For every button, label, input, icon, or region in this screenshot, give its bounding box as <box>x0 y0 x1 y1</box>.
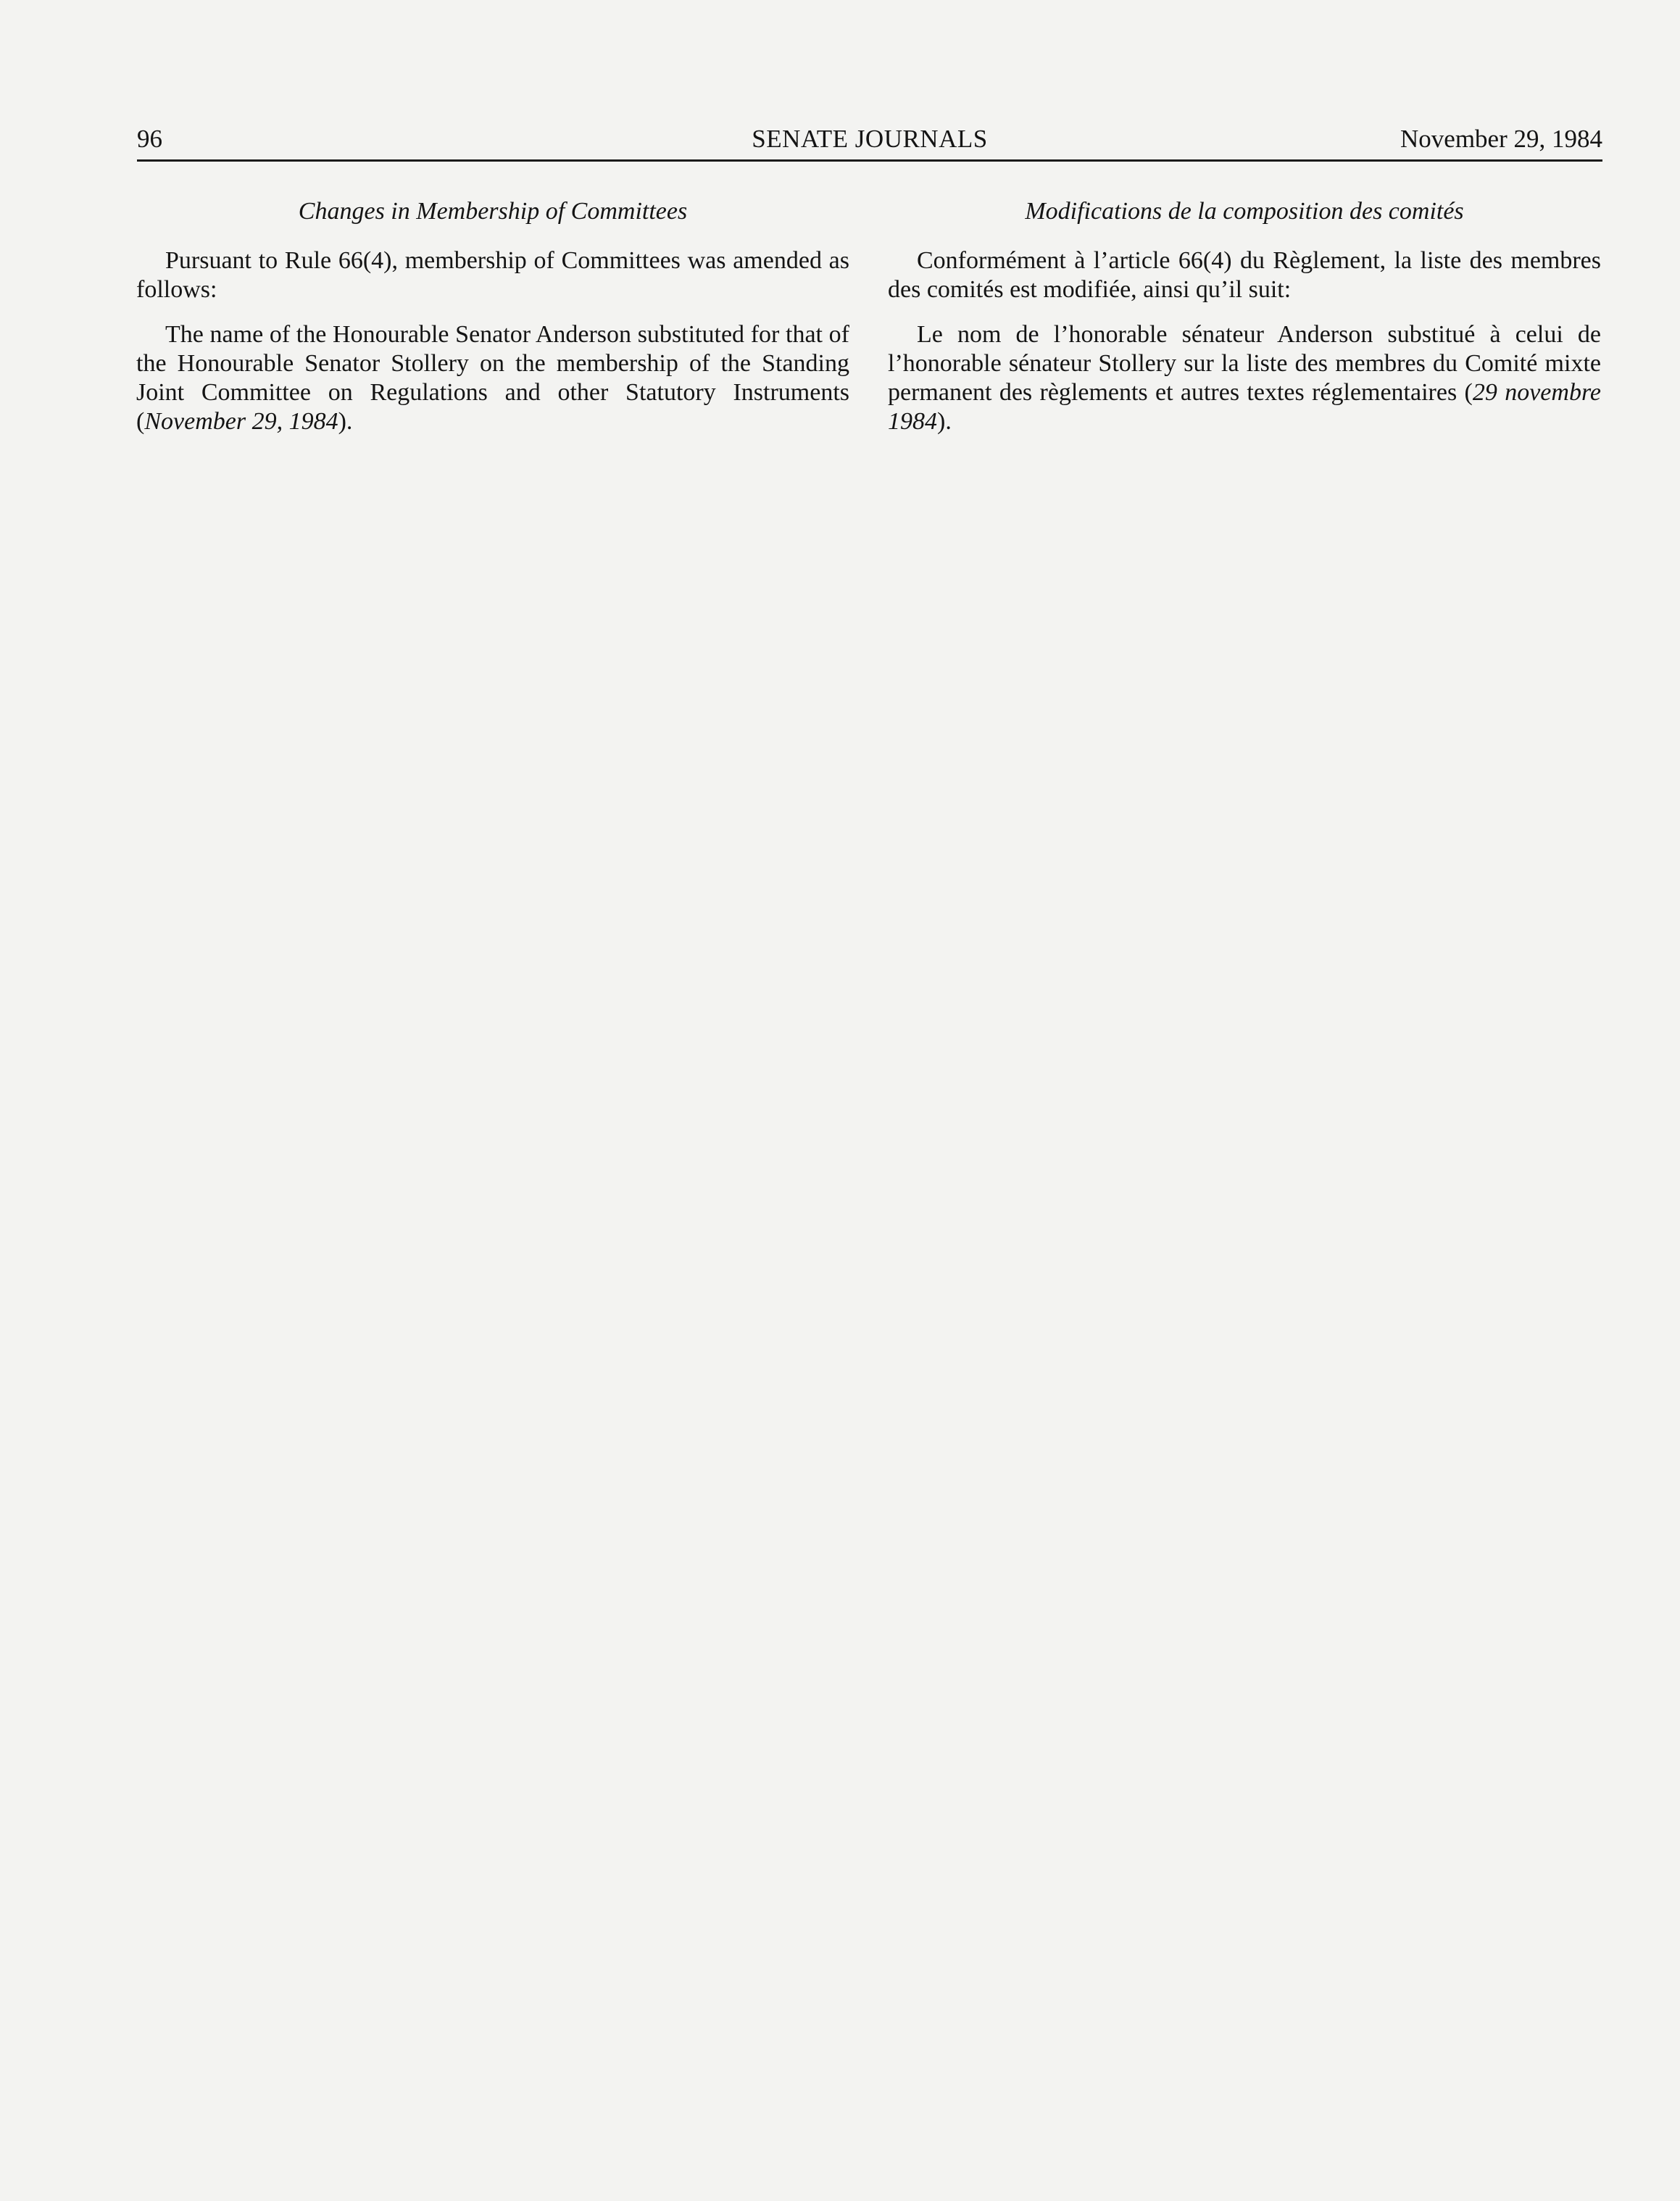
french-paragraph-2-text: Le nom de l’honorable sénateur Anderson substitué à celui de l’honorable sénateur Stollery sur la liste des membres du Comité mixte permanent des règlements et autres textes réglementaires ( <box>888 321 1601 406</box>
english-paragraph-2-date: November 29, 1984 <box>144 408 338 435</box>
french-paragraph-1: Conformément à l’article 66(4) du Règlement, la liste des membres des comités est modifiée, ainsi qu’il suit: <box>888 247 1601 303</box>
journal-date: November 29, 1984 <box>1400 125 1602 153</box>
french-section-heading: Modifications de la composition des comités <box>1025 198 1464 225</box>
journal-title: SENATE JOURNALS <box>752 125 988 153</box>
header-rule <box>137 159 1602 162</box>
english-paragraph-2-end: ). <box>338 408 353 435</box>
french-column <box>888 197 1601 452</box>
english-paragraph-2 <box>136 320 849 436</box>
french-paragraph-2-date: 29 novembre 1984 <box>888 379 1602 435</box>
english-section-heading: Changes in Membership of Committees <box>298 198 688 225</box>
english-paragraph-1: Pursuant to Rule 66(4), membership of Committees was amended as follows: <box>136 247 849 303</box>
running-head <box>137 120 1602 161</box>
page-number: 96 <box>137 125 162 153</box>
french-paragraph-2-end: ). <box>937 408 952 435</box>
english-paragraph-2-text: The name of the Honourable Senator Anderson substituted for that of the Honourable Senator Stollery on the membership of the Standing Joint Committee on Regulations and other Statutory Instruments ( <box>136 321 849 435</box>
english-column <box>136 197 849 452</box>
french-paragraph-2 <box>888 320 1601 436</box>
